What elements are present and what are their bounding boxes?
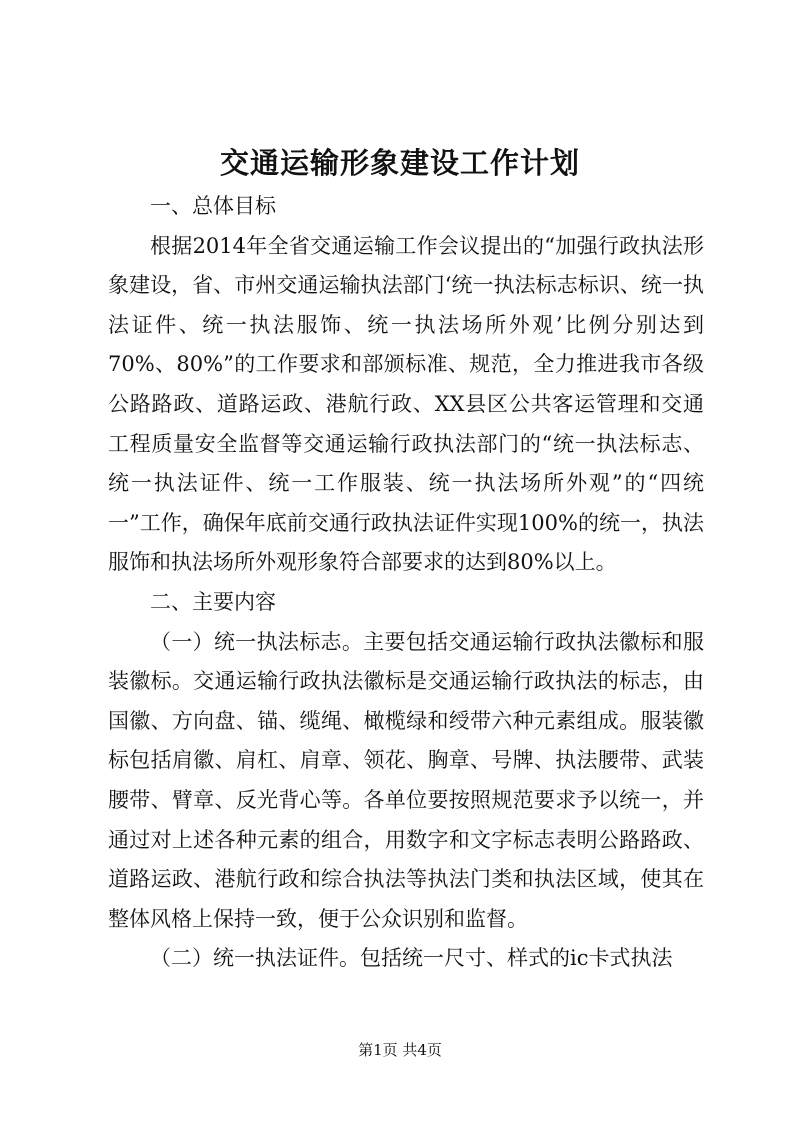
paragraph-unified-enforcement-sign: （一）统一执法标志。主要包括交通运输行政执法徽标和服装徽标。交通运输行政执法徽标是交通运输行政执法的标志，由国徽、方向盘、锚、缆绳、橄榄绿和绶带六种元素组成。服装徽标包括肩徽、肩杠、肩章、领花、胸章、号牌、执法腰带、武装腰带、臂章、反光背心等。各单位要按照规范要求予以统一，并通过对上述各种元素的组合，用数字和文字标志表明公路路政、道路运政、港航行政和综合执法等执法门类和执法区域，使其在整体风格上保持一致，便于公众识别和监督。 [108, 629, 704, 931]
document-title: 交通运输形象建设工作计划 [219, 146, 580, 180]
paragraph-unified-enforcement-certificate: （二）统一执法证件。包括统一尺寸、样式的ic卡式执法 [150, 946, 673, 971]
section-heading-main-content: 二、主要内容 [150, 589, 276, 614]
section-heading-overall-goal: 一、总体目标 [150, 194, 276, 218]
document-body [108, 187, 704, 979]
paragraph-overall-goal: 根据2014年全省交通运输工作会议提出的“加强行政执法形象建设，省、市州交通运输执法部门‘统一执法标志标识、统一执法证件、统一执法服饰、统一执法场所外观’比例分别达到70%、80%”的工作要求和部颁标准、规范，全力推进我市各级公路路政、道路运政、港航行政、XX县区公共客运管理和交通工程质量安全监督等交通运输行政执法部门的“统一执法标志、统一执法证件、统一工作服装、统一执法场所外观”的“四统一”工作，确保年底前交通行政执法证件实现100%的统一，执法服饰和执法场所外观形象符合部要求的达到80%以上。 [108, 233, 704, 575]
page-footer: 第1页 共4页 [358, 1041, 442, 1059]
